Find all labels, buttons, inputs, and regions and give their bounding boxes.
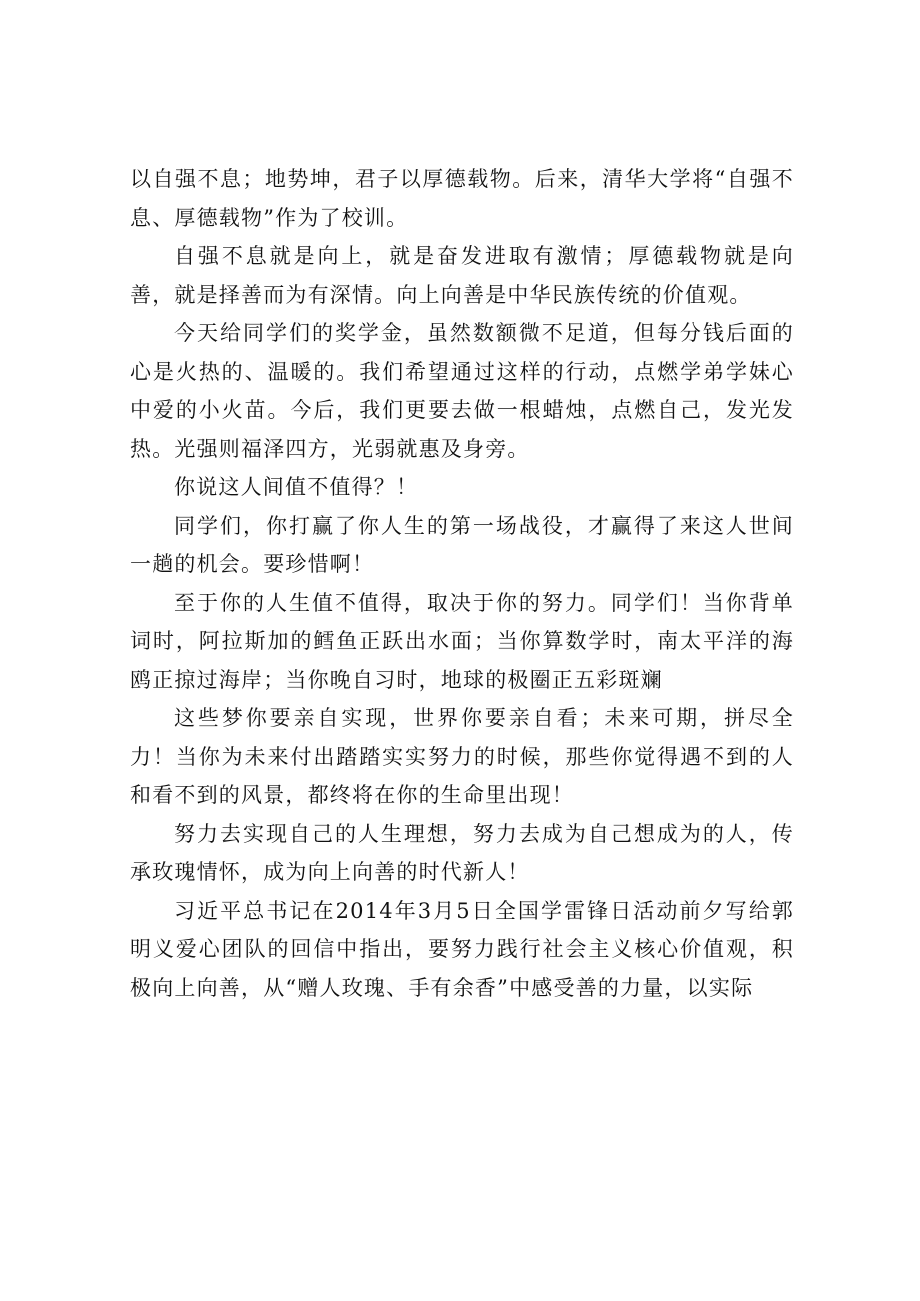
paragraph: 同学们，你打赢了你人生的第一场战役，才赢得了来这人世间一趟的机会。要珍惜啊！ xyxy=(130,513,794,576)
paragraph: 习近平总书记在2014年3月5日全国学雷锋日活动前夕写给郭明义爱心团队的回信中指出，要努力践行社会主义核心价值观，积极向上向善，从“赠人玫瑰、手有余香”中感受善的力量，以实际 xyxy=(130,898,794,1000)
paragraph: 努力去实现自己的人生理想，努力去成为自己想成为的人，传承玫瑰情怀，成为向上向善的时代新人！ xyxy=(130,821,794,884)
body-text xyxy=(130,160,794,1007)
paragraph: 今天给同学们的奖学金，虽然数额微不足道，但每分钱后面的心是火热的、温暖的。我们希望通过这样的行动，点燃学弟学妹心中爱的小火苗。今后，我们更要去做一根蜡烛，点燃自己，发光发热。光强则福泽四方，光弱就惠及身旁。 xyxy=(130,321,794,461)
paragraph: 你说这人间值不值得？！ xyxy=(174,475,419,499)
paragraph: 以自强不息；地势坤，君子以厚德载物。后来，清华大学将“自强不息、厚德载物”作为了校训。 xyxy=(130,167,794,230)
paragraph: 至于你的人生值不值得，取决于你的努力。同学们！当你背单词时，阿拉斯加的鳕鱼正跃出水面；当你算数学时，南太平洋的海鸥正掠过海岸；当你晚自习时，地球的极圈正五彩斑斓 xyxy=(130,590,794,692)
paragraph: 这些梦你要亲自实现，世界你要亲自看；未来可期，拼尽全力！当你为未来付出踏踏实实努力的时候，那些你觉得遇不到的人和看不到的风景，都终将在你的生命里出现！ xyxy=(130,706,794,807)
paragraph: 自强不息就是向上，就是奋发进取有激情；厚德载物就是向善，就是择善而为有深情。向上向善是中华民族传统的价值观。 xyxy=(130,244,794,307)
